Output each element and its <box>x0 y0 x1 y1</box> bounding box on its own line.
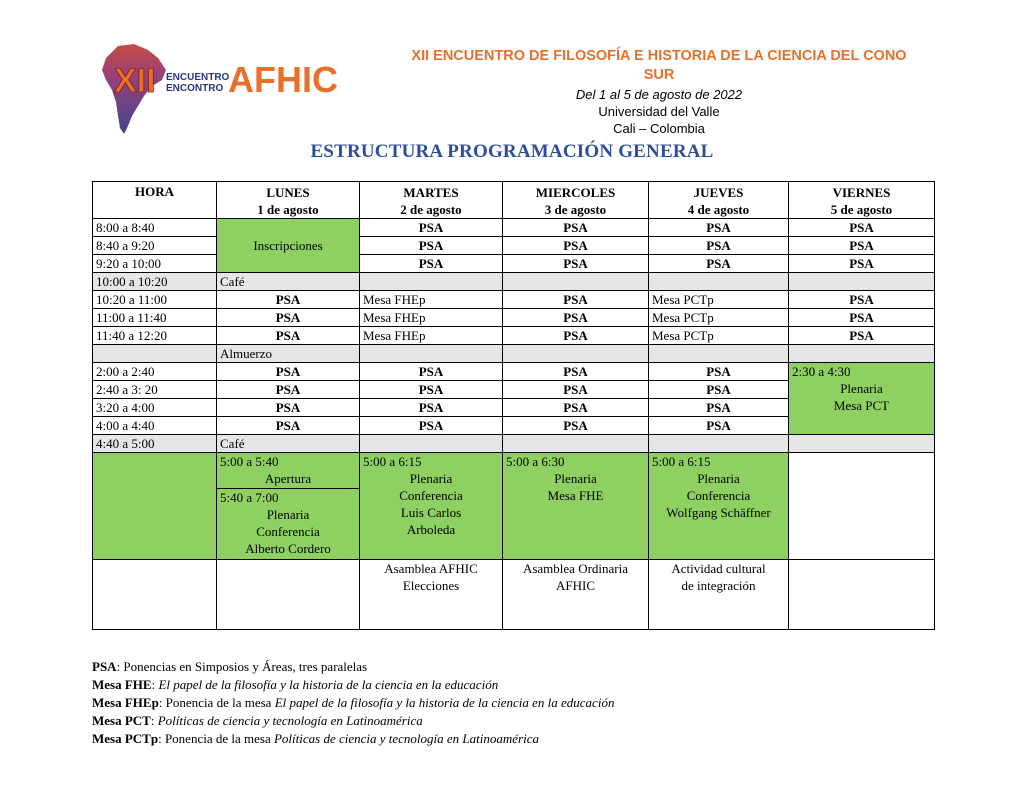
psa-cell: PSA <box>217 381 360 399</box>
event-university: Universidad del Valle <box>598 104 720 119</box>
inscripciones-cell: Inscripciones <box>217 219 360 273</box>
empty-cell <box>93 560 217 630</box>
jueves-plenaria-cell <box>649 453 789 560</box>
legend-item <box>92 730 614 748</box>
header-martes <box>360 182 503 219</box>
psa-cell: PSA <box>217 417 360 435</box>
empty-cell <box>789 560 935 630</box>
logo-numeral: XII <box>114 62 156 100</box>
mesa-pctp-cell: Mesa PCTp <box>649 309 789 327</box>
event-dates: Del 1 al 5 de agosto de 2022 <box>575 87 743 102</box>
day-name: VIERNES <box>832 184 891 200</box>
mesa-pctp-cell: Mesa PCTp <box>649 291 789 309</box>
empty-cell <box>789 345 935 363</box>
table-row <box>93 219 935 237</box>
time-cell: 4:00 a 4:40 <box>93 417 217 435</box>
psa-cell: PSA <box>649 237 789 255</box>
legend-key: Mesa PCTp <box>92 731 159 746</box>
psa-cell: PSA <box>649 219 789 237</box>
session-line: Conferencia <box>399 488 463 503</box>
psa-cell: PSA <box>789 309 935 327</box>
psa-cell: PSA <box>649 417 789 435</box>
time-cell: 4:40 a 5:00 <box>93 435 217 453</box>
session-line: Mesa PCT <box>833 398 890 413</box>
almuerzo-cell: Almuerzo <box>217 345 360 363</box>
header-lunes <box>217 182 360 219</box>
psa-cell: PSA <box>503 219 649 237</box>
empty-cell <box>93 453 217 560</box>
legend-item <box>92 658 614 676</box>
day-name: JUEVES <box>693 184 744 200</box>
document-title: ESTRUCTURA PROGRAMACIÓN GENERAL <box>310 141 714 162</box>
header-miercoles <box>503 182 649 219</box>
psa-cell: PSA <box>217 363 360 381</box>
asamblea-ordinaria-cell <box>503 560 649 630</box>
session-line: Plenaria <box>554 471 597 486</box>
event-title <box>372 47 946 85</box>
psa-cell: PSA <box>503 327 649 345</box>
table-row-break <box>93 435 935 453</box>
asamblea-afhic-cell <box>360 560 503 630</box>
psa-cell: PSA <box>789 255 935 273</box>
mesa-pctp-cell: Mesa PCTp <box>649 327 789 345</box>
event-title-line2: SUR <box>643 67 675 83</box>
empty-cell <box>649 435 789 453</box>
psa-cell: PSA <box>503 309 649 327</box>
logo-word-encontro: ENCONTRO <box>166 83 224 94</box>
legend <box>92 658 614 748</box>
mesa-fhep-cell: Mesa FHEp <box>360 309 503 327</box>
session-line: Actividad cultural <box>671 561 766 576</box>
psa-cell: PSA <box>789 291 935 309</box>
legend-item <box>92 694 614 712</box>
session-line: Plenaria <box>266 507 310 522</box>
lunes-apertura-cell <box>217 453 360 489</box>
actividad-cultural-cell <box>649 560 789 630</box>
legend-italic: El papel de la filosofía y la historia de la ciencia en la educación <box>158 677 499 692</box>
psa-cell: PSA <box>360 363 503 381</box>
psa-cell: PSA <box>503 237 649 255</box>
legend-text: : <box>151 677 159 692</box>
empty-cell <box>217 560 360 630</box>
table-row <box>93 291 935 309</box>
empty-cell <box>360 435 503 453</box>
legend-text: : <box>150 713 158 728</box>
session-line: Apertura <box>264 471 312 486</box>
empty-cell <box>360 273 503 291</box>
session-time: 5:00 a 5:40 <box>220 454 279 469</box>
miercoles-plenaria-cell <box>503 453 649 560</box>
legend-italic: Políticas de ciencia y tecnología en Latinoamérica <box>157 713 423 728</box>
day-date: 4 de agosto <box>687 201 750 217</box>
legend-italic: El papel de la filosofía y la historia de la ciencia en la educación <box>274 695 615 710</box>
table-row <box>93 327 935 345</box>
psa-cell: PSA <box>360 399 503 417</box>
legend-text: : Ponencia de la mesa <box>158 731 274 746</box>
logo-word-encuentro: ENCUENTRO <box>166 72 230 83</box>
psa-cell: PSA <box>789 327 935 345</box>
table-row-evening <box>93 453 935 489</box>
day-date: 5 de agosto <box>830 201 893 217</box>
cafe-cell: Café <box>217 273 360 291</box>
table-row <box>93 309 935 327</box>
day-name: MIERCOLES <box>535 184 616 200</box>
time-cell: 3:20 a 4:00 <box>93 399 217 417</box>
session-time: 2:30 a 4:30 <box>792 364 851 379</box>
psa-cell: PSA <box>217 399 360 417</box>
session-line: Plenaria <box>697 471 740 486</box>
empty-cell <box>503 345 649 363</box>
session-line: Plenaria <box>840 381 883 396</box>
time-cell: 2:00 a 2:40 <box>93 363 217 381</box>
psa-cell: PSA <box>649 381 789 399</box>
psa-cell: PSA <box>789 237 935 255</box>
psa-cell: PSA <box>649 399 789 417</box>
event-title-line1: XII ENCUENTRO DE FILOSOFÍA E HISTORIA DE LA CIENCIA DEL CONO <box>411 48 907 64</box>
psa-cell: PSA <box>649 363 789 381</box>
session-time: 5:00 a 6:15 <box>363 454 422 469</box>
psa-cell: PSA <box>789 219 935 237</box>
psa-cell: PSA <box>503 291 649 309</box>
psa-cell: PSA <box>360 417 503 435</box>
session-line: AFHIC <box>555 578 595 593</box>
empty-cell <box>503 273 649 291</box>
logo-brand: AFHIC <box>228 59 338 100</box>
psa-cell: PSA <box>649 255 789 273</box>
session-time: 5:40 a 7:00 <box>220 490 279 505</box>
day-name: MARTES <box>403 184 459 200</box>
time-cell: 11:00 a 11:40 <box>93 309 217 327</box>
psa-cell: PSA <box>360 237 503 255</box>
event-location: Cali – Colombia <box>613 121 705 136</box>
time-cell: 9:20 a 10:00 <box>93 255 217 273</box>
time-cell: 10:00 a 10:20 <box>93 273 217 291</box>
legend-item <box>92 712 614 730</box>
south-america-map-icon <box>100 40 360 140</box>
day-date: 2 de agosto <box>400 201 462 217</box>
session-line: Alberto Cordero <box>245 541 331 556</box>
viernes-plenaria-cell <box>789 363 935 435</box>
session-line: Arboleda <box>406 522 456 537</box>
empty-cell <box>789 273 935 291</box>
session-line: Wolfgang Schäffner <box>666 505 771 520</box>
table-row-break <box>93 273 935 291</box>
legend-text: : Ponencias en Simposios y Áreas, tres paralelas <box>116 659 368 674</box>
time-cell: 2:40 a 3: 20 <box>93 381 217 399</box>
session-line: Conferencia <box>256 524 320 539</box>
session-line: Elecciones <box>402 578 460 593</box>
legend-key: Mesa FHEp <box>92 695 159 710</box>
mesa-fhep-cell: Mesa FHEp <box>360 327 503 345</box>
psa-cell: PSA <box>503 399 649 417</box>
day-name: LUNES <box>266 184 310 200</box>
time-cell: 10:20 a 11:00 <box>93 291 217 309</box>
legend-key: Mesa FHE <box>92 677 152 692</box>
empty-cell <box>649 345 789 363</box>
psa-cell: PSA <box>503 255 649 273</box>
empty-cell <box>503 435 649 453</box>
time-cell: 8:40 a 9:20 <box>93 237 217 255</box>
session-line: de integración <box>681 578 756 593</box>
legend-key: Mesa PCT <box>92 713 151 728</box>
mesa-fhep-cell: Mesa FHEp <box>360 291 503 309</box>
psa-cell: PSA <box>217 309 360 327</box>
session-line: Mesa FHE <box>547 488 604 503</box>
psa-cell: PSA <box>217 327 360 345</box>
time-cell: 11:40 a 12:20 <box>93 327 217 345</box>
table-row-break <box>93 345 935 363</box>
header-viernes <box>789 182 935 219</box>
session-time: 5:00 a 6:30 <box>506 454 565 469</box>
empty-cell <box>789 453 935 560</box>
schedule-table <box>92 181 935 630</box>
table-header-row <box>93 182 935 219</box>
martes-plenaria-cell <box>360 453 503 560</box>
empty-cell <box>789 435 935 453</box>
empty-cell <box>649 273 789 291</box>
psa-cell: PSA <box>217 291 360 309</box>
psa-cell: PSA <box>360 255 503 273</box>
table-row <box>93 363 935 381</box>
session-line: Asamblea AFHIC <box>384 561 478 576</box>
lunes-plenaria-cell <box>217 489 360 560</box>
session-line: Luis Carlos <box>400 505 462 520</box>
psa-cell: PSA <box>360 381 503 399</box>
legend-key: PSA <box>92 659 117 674</box>
legend-text: : Ponencia de la mesa <box>158 695 275 710</box>
day-date: 3 de agosto <box>544 201 607 217</box>
psa-cell: PSA <box>360 219 503 237</box>
legend-item <box>92 676 614 694</box>
session-time: 5:00 a 6:15 <box>652 454 711 469</box>
header-jueves <box>649 182 789 219</box>
afhic-logo <box>100 40 360 140</box>
day-date: 1 de agosto <box>257 201 319 217</box>
cafe-cell: Café <box>217 435 360 453</box>
time-cell: 8:00 a 8:40 <box>93 219 217 237</box>
table-row-final <box>93 560 935 630</box>
session-line: Conferencia <box>686 488 751 503</box>
session-line: Asamblea Ordinaria <box>522 561 629 576</box>
empty-cell <box>360 345 503 363</box>
legend-italic: Políticas de ciencia y tecnología en Latinoamérica <box>273 731 539 746</box>
header-hora: HORA <box>93 182 217 219</box>
session-line: Plenaria <box>409 471 453 486</box>
empty-cell <box>93 345 217 363</box>
psa-cell: PSA <box>503 417 649 435</box>
psa-cell: PSA <box>503 381 649 399</box>
psa-cell: PSA <box>503 363 649 381</box>
